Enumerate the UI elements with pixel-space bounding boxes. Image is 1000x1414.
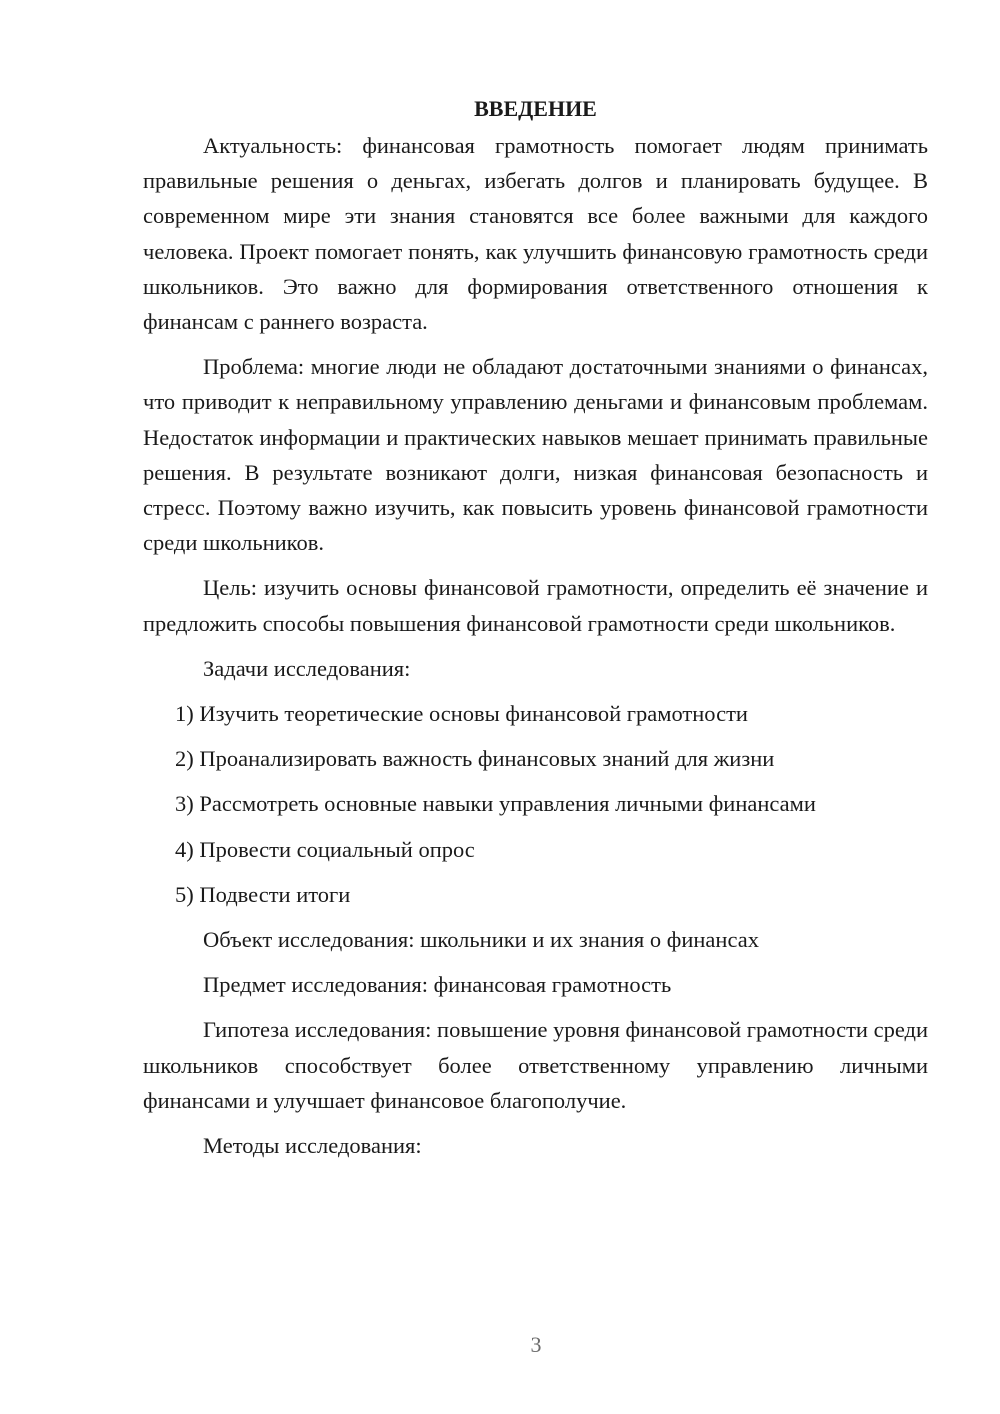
page-number: 3: [530, 1332, 542, 1357]
section-title: ВВЕДЕНИЕ: [474, 96, 597, 121]
list-item: 3) Рассмотреть основные навыки управления личными финансами: [175, 791, 816, 817]
list-item: 2) Проанализировать важность финансовых знаний для жизни: [175, 746, 775, 772]
list-item: 4) Провести социальный опрос: [175, 836, 475, 862]
research-subject: Предмет исследования: финансовая грамотность: [203, 972, 672, 998]
methods-heading: Методы исследования:: [203, 1133, 422, 1159]
tasks-heading: Задачи исследования:: [203, 655, 411, 681]
document-page: [143, 94, 928, 1173]
relevance-paragraph: Актуальность: финансовая грамотность помогает людям принимать правильные решения о деньгах, избегать долгов и планировать будущее. В современном мире эти знания становятся все более важными для каждого человека. Проект помогает понять, как улучшить финансовую грамотность среди школьников. Это важно для формирования ответственного отношения к финансам с раннего возраста.: [143, 133, 928, 335]
tasks-list: [143, 696, 928, 912]
research-object: Объект исследования: школьники и их знания о финансах: [203, 927, 759, 953]
problem-paragraph: Проблема: многие люди не обладают достаточными знаниями о финансах, что приводит к неправильному управлению деньгами и финансовым проблемам. Недостаток информации и практических навыков мешает принимать правильные решения. В результате возникают долги, низкая финансовая безопасность и стресс. Поэтому важно изучить, как повысить уровень финансовой грамотности среди школьников.: [143, 354, 928, 556]
list-item: 1) Изучить теоретические основы финансовой грамотности: [175, 701, 748, 727]
goal-paragraph: Цель: изучить основы финансовой грамотности, определить её значение и предложить способы повышения финансовой грамотности среди школьников.: [143, 575, 928, 636]
hypothesis-paragraph: Гипотеза исследования: повышение уровня финансовой грамотности среди школьников способствует более ответственному управлению личными финансами и улучшает финансовое благополучие.: [143, 1017, 929, 1113]
list-item: 5) Подвести итоги: [175, 881, 351, 907]
